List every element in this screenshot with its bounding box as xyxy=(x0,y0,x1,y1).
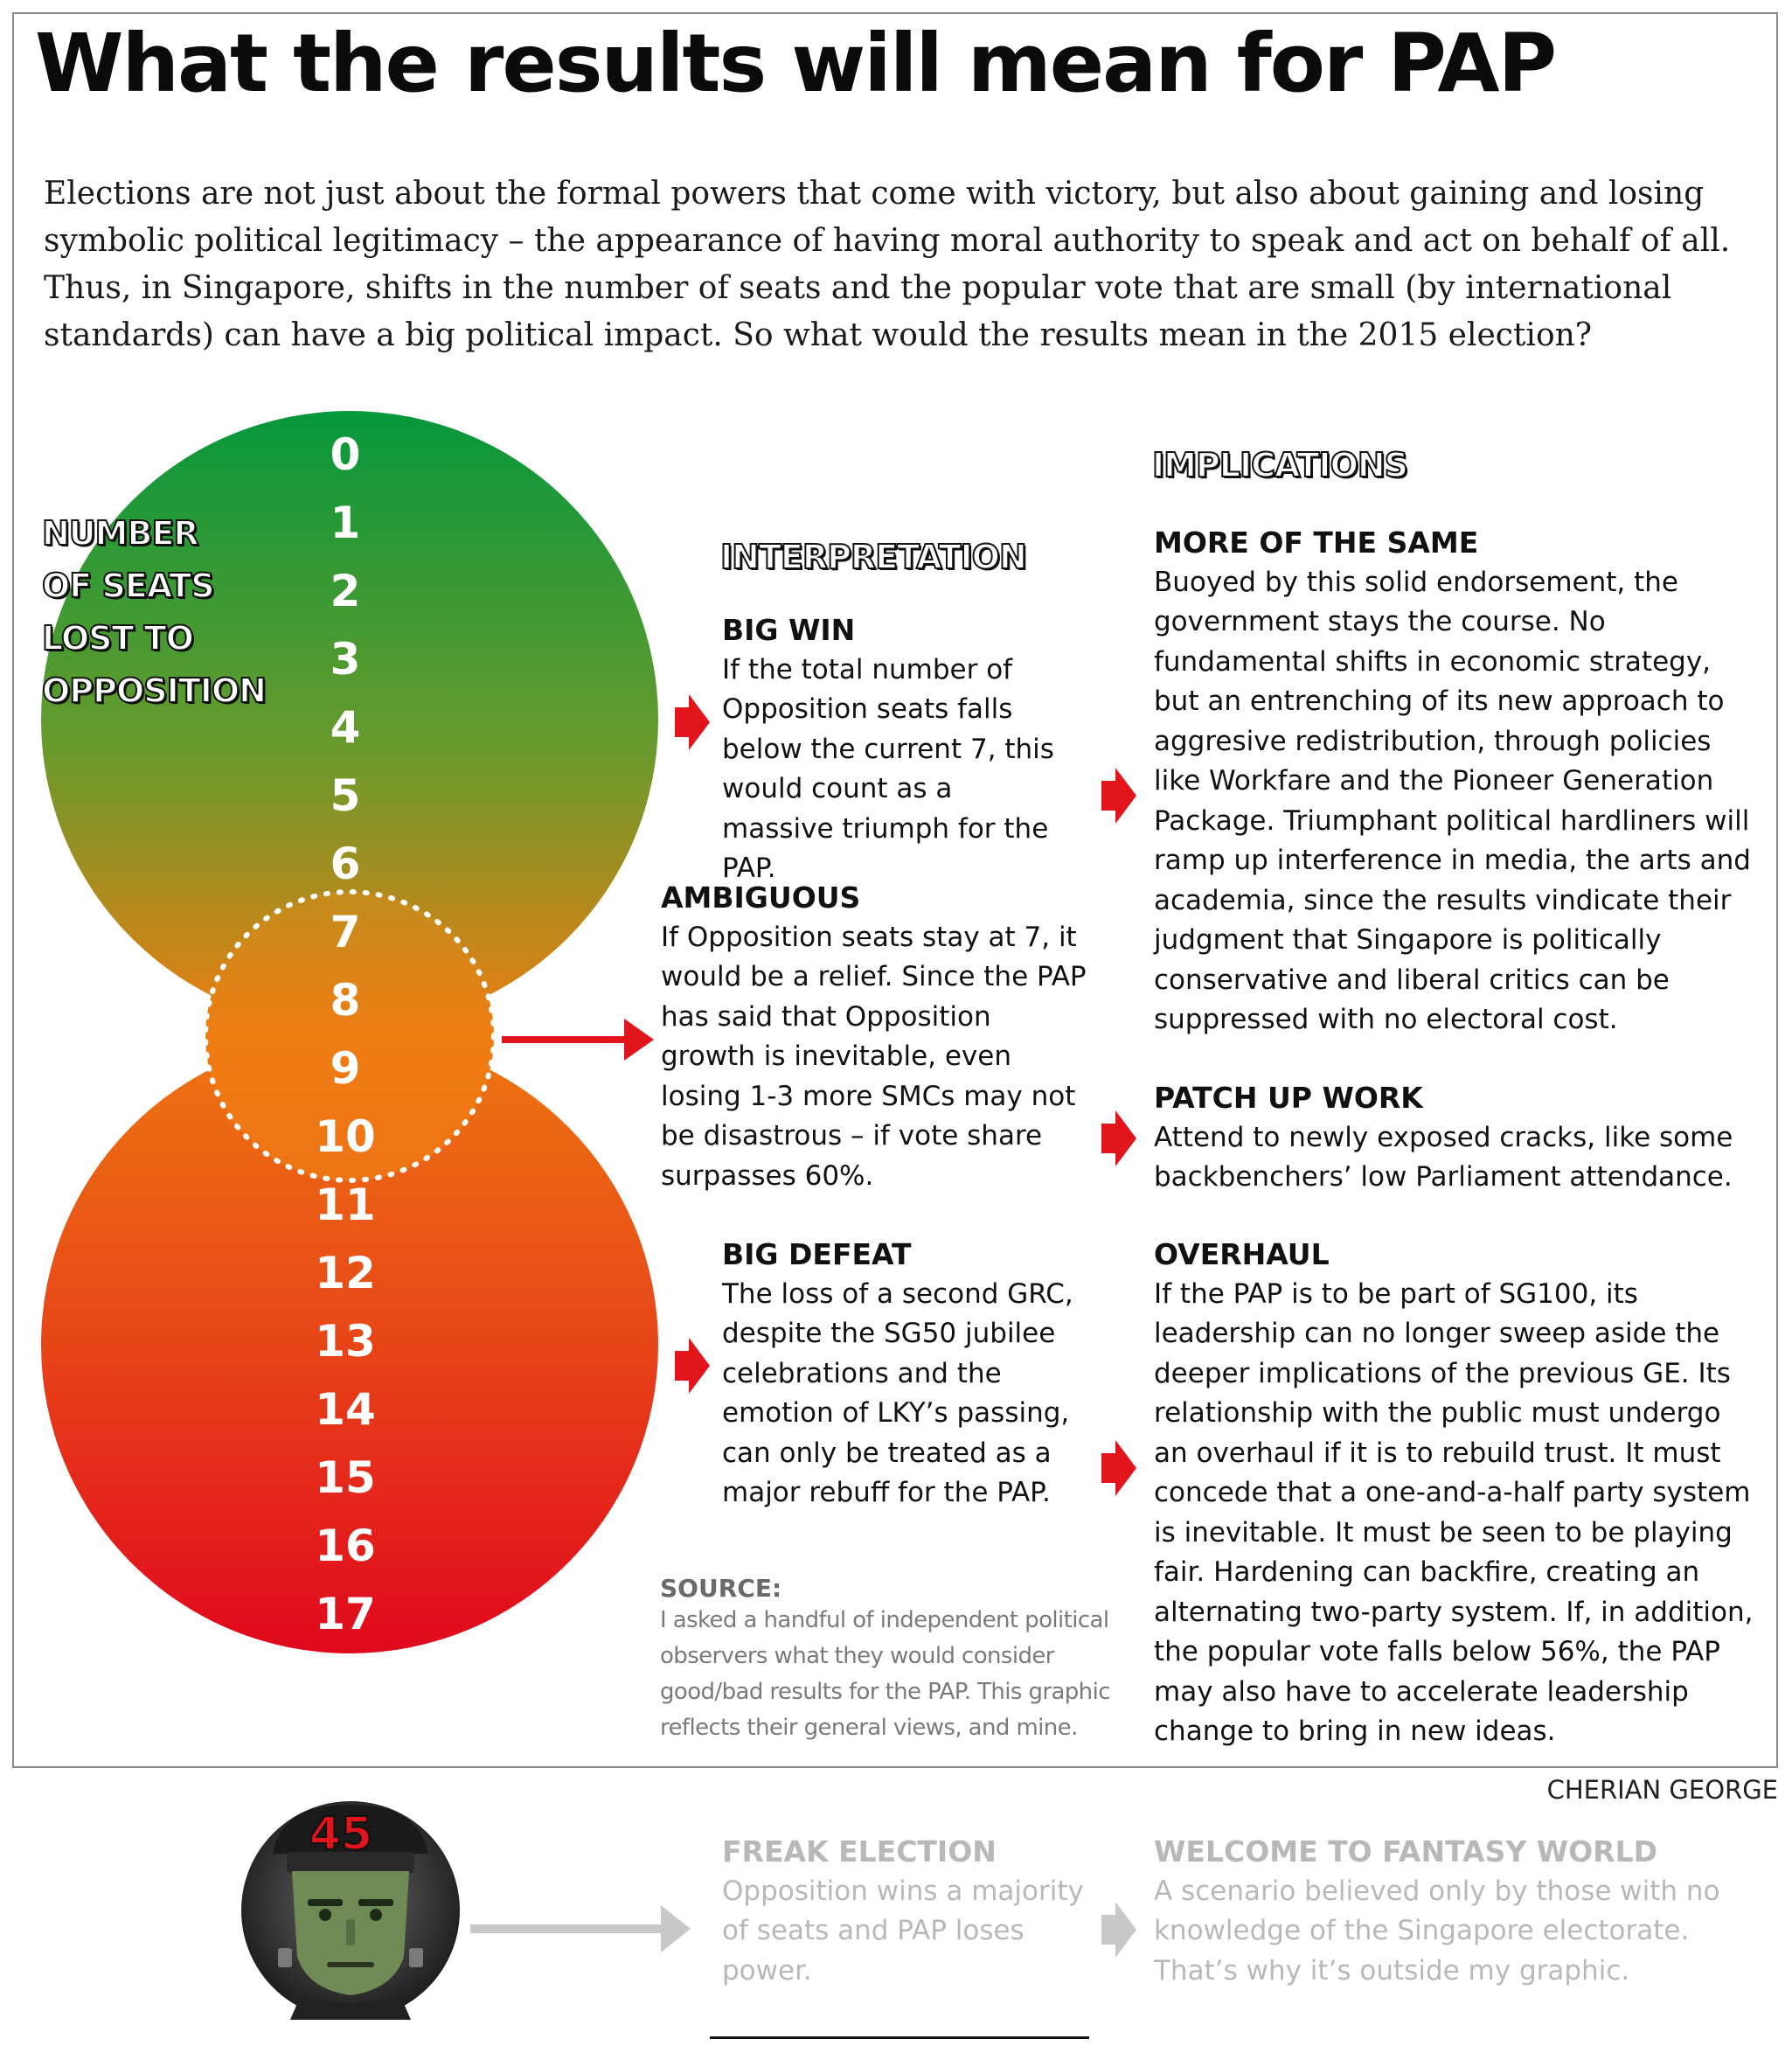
seat-number: 13 xyxy=(315,1316,376,1367)
seat-number: 17 xyxy=(315,1589,376,1639)
overhaul-block xyxy=(1154,1235,1757,1752)
red-arrow-icon xyxy=(502,1019,654,1061)
implications-heading: IMPLICATIONS xyxy=(1152,446,1408,484)
big-defeat-block xyxy=(722,1235,1080,1514)
seat-number: 11 xyxy=(315,1180,376,1230)
red-arrow-icon xyxy=(1101,768,1136,824)
fantasy-world-block xyxy=(1154,1832,1757,1991)
big-defeat-heading: BIG DEFEAT xyxy=(722,1237,912,1271)
seat-number: 4 xyxy=(330,702,361,753)
bottom-divider xyxy=(710,2036,1089,2039)
overhaul-heading: OVERHAUL xyxy=(1154,1237,1330,1271)
seat-number: 9 xyxy=(330,1043,361,1094)
red-arrow-icon xyxy=(1101,1110,1136,1166)
fantasy-world-text: A scenario believed only by those with no knowledge of the Singapore electorate. That’s why it’s outside my graphic. xyxy=(1154,1875,1720,1987)
interpretation-heading: INTERPRETATION xyxy=(720,538,1026,576)
red-arrow-icon xyxy=(1101,1440,1136,1496)
seat-number: 10 xyxy=(315,1111,376,1162)
seat-number: 3 xyxy=(330,634,361,685)
source-heading: SOURCE: xyxy=(660,1574,782,1603)
seat-number: 2 xyxy=(330,566,361,616)
big-win-block xyxy=(722,610,1072,889)
seat-number: 6 xyxy=(330,839,361,889)
intro-paragraph: Elections are not just about the formal powers that come with victory, but also about gaining and losing symbolic political legitimacy – the appearance of having moral authority to speak and act on behalf of all. Thus, in Singapore, shifts in the number of seats and the popular vote that are small (by international standards) can have a big political impact. So what would the results mean in the 2015 election? xyxy=(44,176,1731,353)
seat-number: 7 xyxy=(330,907,361,957)
seat-number: 1 xyxy=(330,498,361,548)
more-of-the-same-text: Buoyed by this solid endorsement, the government stays the course. No fundamental shifts in economic strategy, but an entrenching of its new approach to aggresive redistribution, through policies like Workfare and the Pioneer Generation Package. Triumphant political hardliners will ramp up interference in media, the arts and academia, since the results vindicate their judgment that Singapore is politically conservative and liberal critics can be suppressed with no electoral cost. xyxy=(1154,566,1751,1035)
patch-up-block xyxy=(1154,1078,1757,1198)
fantasy-world-heading: WELCOME TO FANTASY WORLD xyxy=(1154,1834,1658,1869)
ambiguous-block xyxy=(661,878,1089,1196)
author-credit: CHERIAN GEORGE xyxy=(1546,1775,1778,1805)
seat-number: 0 xyxy=(330,429,361,480)
freak-election-text: Opposition wins a majority of seats and PAP loses power. xyxy=(722,1875,1084,1987)
red-arrow-icon xyxy=(675,1338,710,1394)
big-win-heading: BIG WIN xyxy=(722,613,856,647)
grey-arrow-icon xyxy=(1101,1902,1136,1958)
ambiguous-text: If Opposition seats stay at 7, it would be a relief. Since the PAP has said that Opposition growth is inevitable, even losing 1-3 more SMCs may not be disastrous – if vote share surpasses 60%. xyxy=(661,921,1087,1192)
ambiguous-heading: AMBIGUOUS xyxy=(661,880,861,915)
patch-up-heading: PATCH UP WORK xyxy=(1154,1081,1423,1115)
seat-number: 15 xyxy=(315,1452,376,1503)
seat-number: 5 xyxy=(330,770,361,821)
freak-election-heading: FREAK ELECTION xyxy=(722,1834,997,1869)
seat-number: 12 xyxy=(315,1248,376,1298)
overhaul-text: If the PAP is to be part of SG100, its leadership can no longer sweep aside the deeper implications of the previous GE. Its relationship with the public must undergo an overhaul if it is to rebuild trust. It must concede that a one-and-a-half party system is inevitable. It must be seen to be playing fair. Hardening can backfire, creating an alternating two-party system. If, in addition, the popular vote falls below 56%, the PAP may also have to accelerate leadership change to bring in new ideas. xyxy=(1154,1277,1754,1747)
source-text: I asked a handful of independent political observers what they would consider good/bad results for the PAP. This graphic reflects their general views, and mine. xyxy=(660,1607,1110,1741)
ge-number-badge: 45 xyxy=(309,1808,373,1861)
seat-number: 14 xyxy=(315,1384,376,1435)
big-win-text: If the total number of Opposition seats falls below the current 7, this would count as a massive triumph for the PAP. xyxy=(722,653,1054,884)
big-defeat-text: The loss of a second GRC, despite the SG50 jubilee celebrations and the emotion of LKY’s passing, can only be treated as a major rebuff for the PAP. xyxy=(722,1277,1073,1508)
seat-number: 8 xyxy=(330,975,361,1026)
seat-number: 16 xyxy=(315,1521,376,1571)
grey-arrow-icon xyxy=(470,1905,691,1952)
patch-up-text: Attend to newly exposed cracks, like some backbenchers’ low Parliament attendance. xyxy=(1154,1121,1733,1193)
freak-election-block xyxy=(722,1832,1089,1991)
page-title: What the results will mean for PAP xyxy=(35,17,1556,110)
red-arrow-icon xyxy=(675,694,710,750)
source-note xyxy=(660,1574,1115,1746)
more-of-the-same-heading: MORE OF THE SAME xyxy=(1154,525,1479,560)
seats-axis-label: NUMBER OF SEATS LOST TO OPPOSITION xyxy=(42,514,266,710)
more-of-the-same-block xyxy=(1154,523,1757,1040)
